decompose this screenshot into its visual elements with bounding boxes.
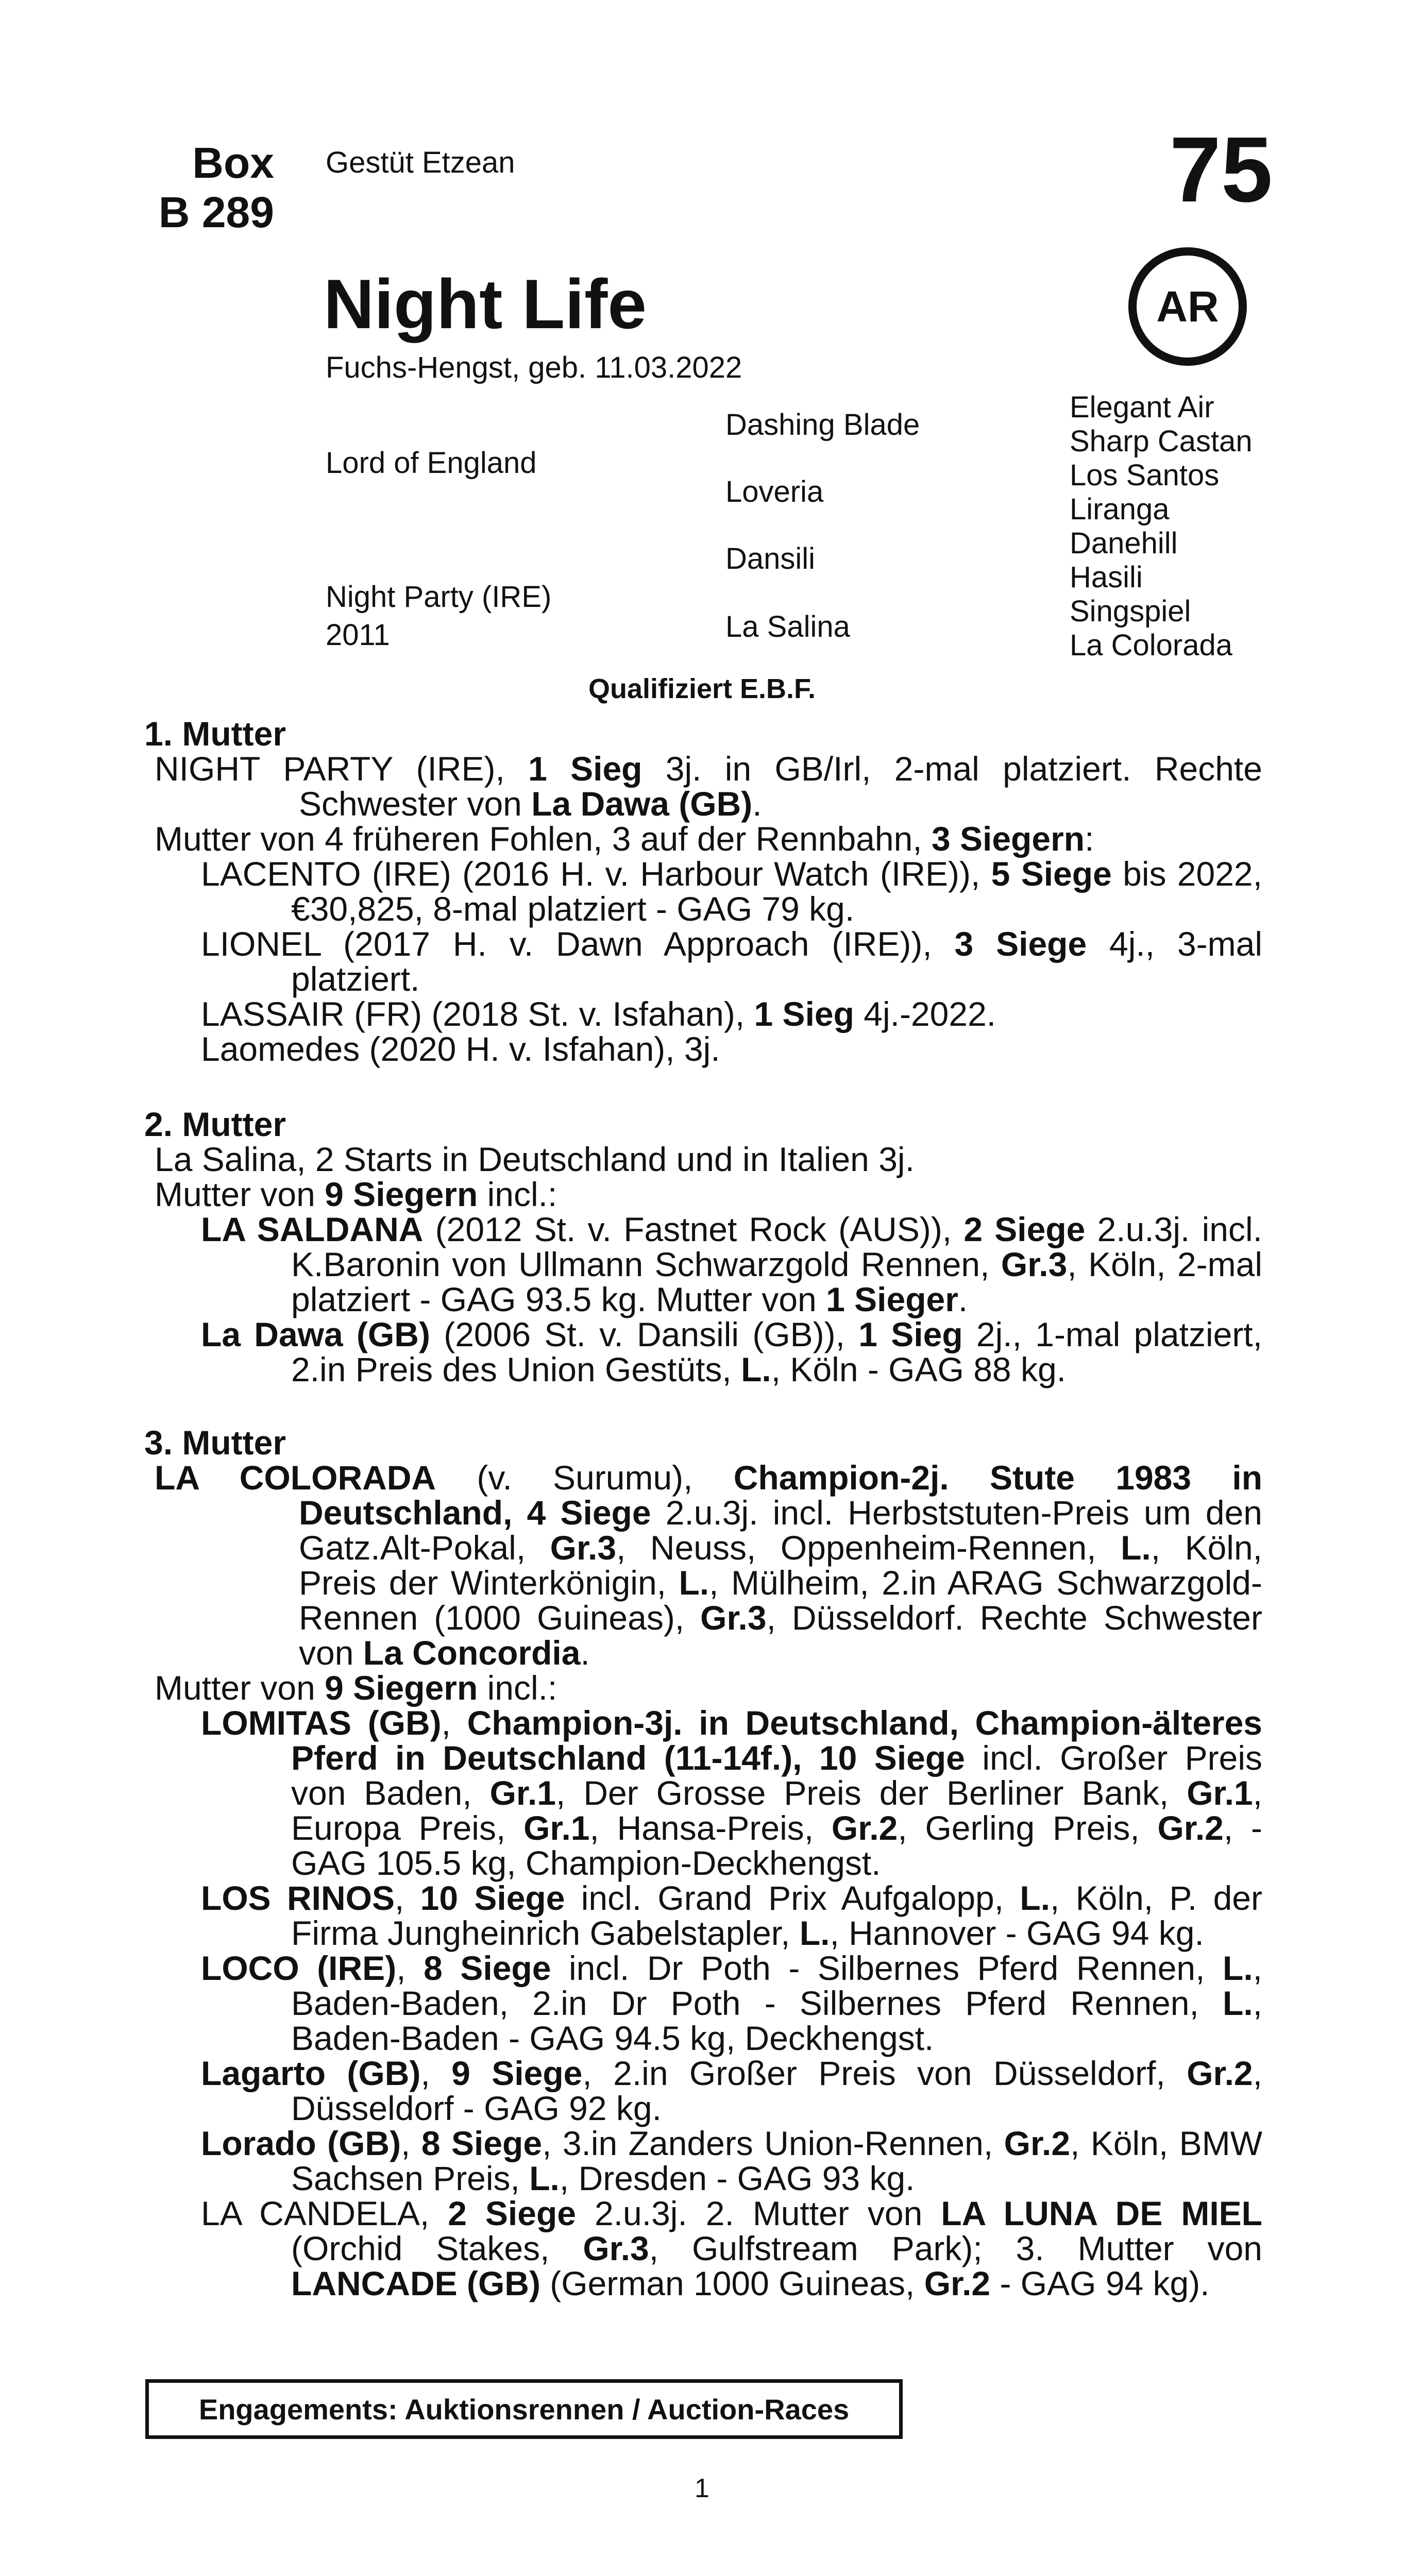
section-heading: 2. Mutter <box>144 1105 286 1143</box>
pedigree-gen3-item: Elegant Air <box>1070 391 1214 424</box>
box-label <box>145 138 274 237</box>
offspring-entry: LA SALDANA (2012 St. v. Fastnet Rock (AUS)), 2 Siege 2.u.3j. incl. K.Baronin von Ullmann Schwarzgold Rennen, Gr.3, Köln, 2-mal platziert - GAG 93.5 kg. Mutter von 1 Sieger. <box>201 1210 1262 1318</box>
pedigree-sire-dam: Loveria <box>725 475 824 509</box>
foals-summary: Mutter von 4 früheren Fohlen, 3 auf der Rennbahn, 3 Siegern: <box>155 820 1094 858</box>
pedigree-gen3-item: Los Santos <box>1070 459 1220 492</box>
qualification: Qualifiziert E.B.F. <box>588 673 816 704</box>
pedigree-gen3 <box>1070 391 1253 663</box>
dam-paragraph: NIGHT PARTY (IRE), 1 Sieg 3j. in GB/Irl, 2-mal platziert. Rechte Schwester von La Dawa (GB). <box>155 750 1262 823</box>
pedigree-gen3-item: Liranga <box>1070 493 1170 526</box>
section-third-dam <box>144 1425 1262 2301</box>
pedigree-gen3-item: Danehill <box>1070 527 1178 560</box>
offspring-entry: Lagarto (GB), 9 Siege, 2.in Großer Preis von Düsseldorf, Gr.2, Düsseldorf - GAG 92 kg. <box>201 2054 1262 2127</box>
offspring-entry: LACENTO (IRE) (2016 H. v. Harbour Watch (IRE)), 5 Siege bis 2022, €30,825, 8-mal platziert - GAG 79 kg. <box>201 855 1262 928</box>
pedigree-gen3-item: La Colorada <box>1070 629 1232 662</box>
ar-badge: AR <box>1128 247 1247 366</box>
section-first-dam <box>144 716 1262 1066</box>
horse-name: Night Life <box>324 265 647 343</box>
section-heading: 1. Mutter <box>144 715 286 753</box>
offspring-entry: LOMITAS (GB), Champion-3j. in Deutschland, Champion-älteres Pferd in Deutschland (11-14f.), 10 Siege incl. Großer Preis von Baden, Gr.1, Der Grosse Preis der Berliner Bank, Gr.1, Europa Preis, Gr.1, Hansa-Preis, Gr.2, Gerling Preis, Gr.2, - GAG 105.5 kg, Champion-Deckhengst. <box>201 1704 1262 1882</box>
section-heading: 3. Mutter <box>144 1423 286 1462</box>
pedigree-dam: Night Party (IRE) <box>326 580 552 614</box>
offspring-entry: LA CANDELA, 2 Siege 2.u.3j. 2. Mutter von LA LUNA DE MIEL (Orchid Stakes, Gr.3, Gulfstream Park); 3. Mutter von LANCADE (GB) (German 1000 Guineas, Gr.2 - GAG 94 kg). <box>201 2194 1262 2302</box>
winners-summary: Mutter von 9 Siegern incl.: <box>155 1175 557 1213</box>
engagements-box: Engagements: Auktionsrennen / Auction-Races <box>145 2379 903 2439</box>
lot-number: 75 <box>1169 118 1273 222</box>
pedigree-gen3-item: Sharp Castan <box>1070 425 1253 458</box>
offspring-entry: LOS RINOS, 10 Siege incl. Grand Prix Aufgalopp, L., Köln, P. der Firma Jungheinrich Gabelstapler, L., Hannover - GAG 94 kg. <box>201 1879 1262 1952</box>
dam-paragraph: LA COLORADA (v. Surumu), Champion-2j. Stute 1983 in Deutschland, 4 Siege 2.u.3j. incl. Herbststuten-Preis um den Gatz.Alt-Pokal, Gr.3, Neuss, Oppenheim-Rennen, L., Köln, Preis der Winterkönigin, L., Mülheim, 2.in ARAG Schwarzgold-Rennen (1000 Guineas), Gr.3, Düsseldorf. Rechte Schwester von La Concordia. <box>155 1459 1263 1672</box>
pedigree-sire-sire: Dashing Blade <box>725 408 920 442</box>
offspring-entry: LIONEL (2017 H. v. Dawn Approach (IRE)), 3 Siege 4j., 3-mal platziert. <box>201 925 1262 998</box>
offspring-entry: Lorado (GB), 8 Siege, 3.in Zanders Union-Rennen, Gr.2, Köln, BMW Sachsen Preis, L., Dresden - GAG 93 kg. <box>201 2124 1262 2197</box>
pedigree-dam-year: 2011 <box>326 618 390 652</box>
pedigree-dam-sire: Dansili <box>725 542 816 575</box>
winners-summary: Mutter von 9 Siegern incl.: <box>155 1669 557 1707</box>
box-word: Box <box>192 139 274 187</box>
stud-name: Gestüt Etzean <box>326 146 515 179</box>
pedigree-dam-dam: La Salina <box>725 610 850 643</box>
box-number: B 289 <box>158 188 274 236</box>
offspring-entry: Laomedes (2020 H. v. Isfahan), 3j. <box>201 1030 720 1068</box>
horse-info: Fuchs-Hengst, geb. 11.03.2022 <box>326 351 742 384</box>
offspring-entry: LASSAIR (FR) (2018 St. v. Isfahan), 1 Sieg 4j.-2022. <box>201 995 996 1033</box>
section-second-dam <box>144 1107 1262 1387</box>
offspring-entry: LOCO (IRE), 8 Siege incl. Dr Poth - Silbernes Pferd Rennen, L., Baden-Baden, 2.in Dr Poth - Silbernes Pferd Rennen, L., Baden-Baden - GAG 94.5 kg, Deckhengst. <box>201 1949 1262 2057</box>
dam-paragraph: La Salina, 2 Starts in Deutschland und in Italien 3j. <box>155 1140 915 1178</box>
offspring-entry: La Dawa (GB) (2006 St. v. Dansili (GB)), 1 Sieg 2j., 1-mal platziert, 2.in Preis des Union Gestüts, L., Köln - GAG 88 kg. <box>201 1315 1262 1388</box>
page-number: 1 <box>695 2473 709 2503</box>
pedigree-gen3-item: Singspiel <box>1070 595 1191 628</box>
pedigree-sire: Lord of England <box>326 446 537 480</box>
pedigree-gen3-item: Hasili <box>1070 561 1143 594</box>
